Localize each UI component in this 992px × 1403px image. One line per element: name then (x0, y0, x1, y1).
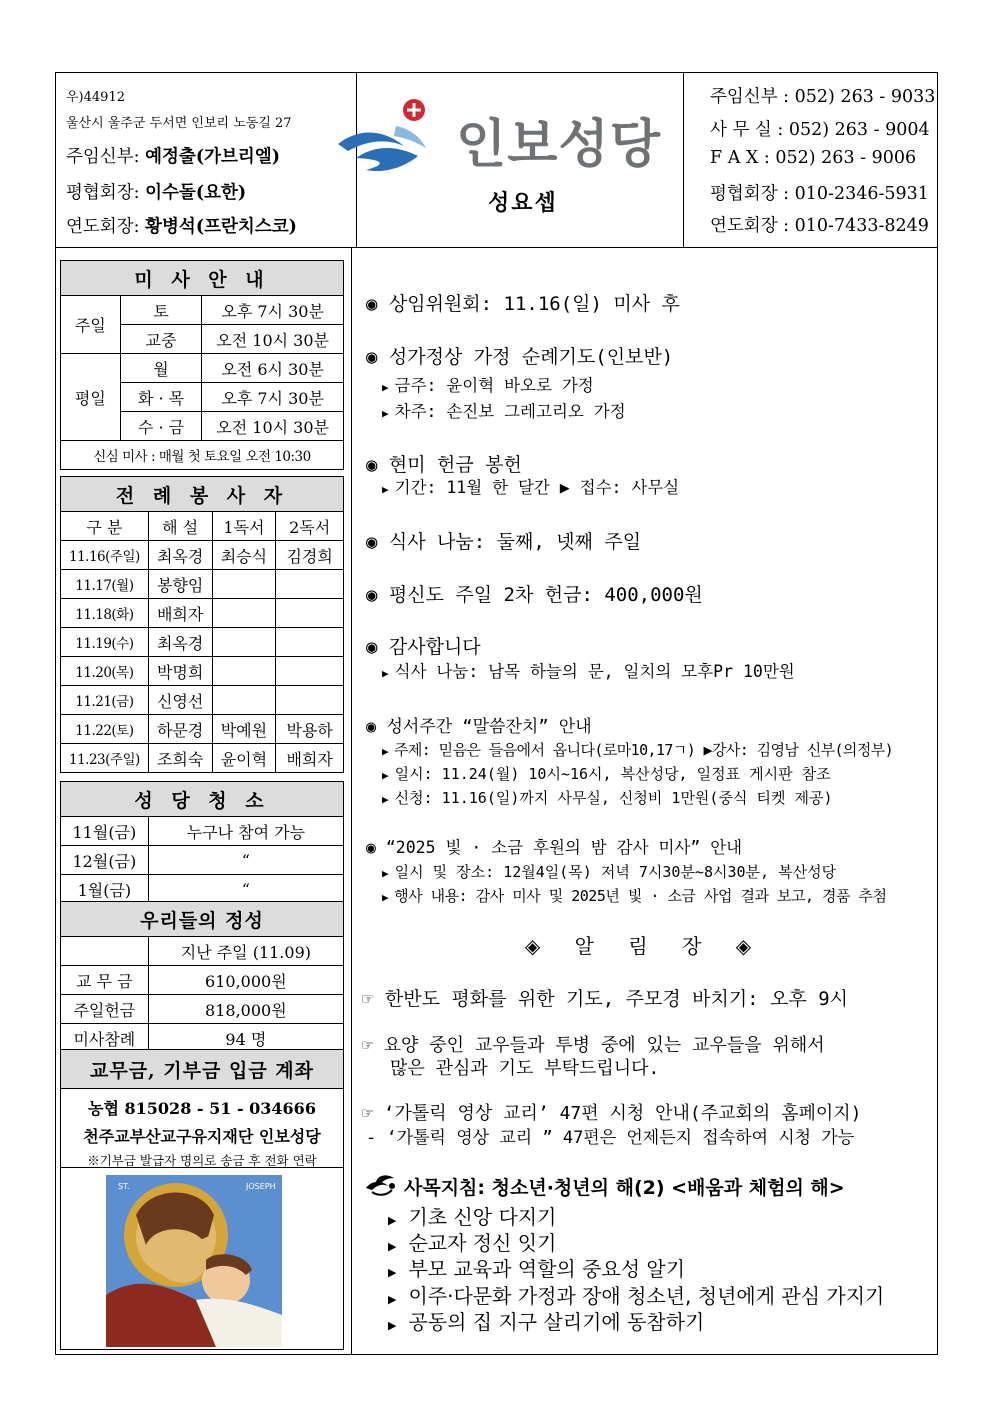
header-divider-right (683, 72, 684, 247)
cleaning-group: 누구나 참여 가능 (148, 817, 343, 846)
servers-cell: 최옥경 (148, 541, 212, 570)
notice-light-salt: ◉ “2025 빛 · 소금 후원의 밤 감사 미사” 안내 (366, 838, 743, 857)
table-row (61, 875, 344, 904)
list-item: ▶ 부모 교육과 역할의 중요성 알기 (388, 1257, 686, 1281)
pastoral-title: 사목지침: 청소년·청년의 해(2) <배움과 체험의 해> (404, 1177, 845, 1199)
list-item: ▶ 이주·다문화 가정과 장애 청소년, 청년에게 관심 가지기 (388, 1284, 885, 1308)
servers-cell (212, 570, 276, 599)
servers-cell (276, 657, 344, 686)
servers-cell: 신영선 (148, 686, 212, 715)
servers-cell: 박용하 (276, 715, 344, 744)
servers-date: 11.18(화) (61, 599, 149, 628)
servers-cell: 배희자 (148, 599, 212, 628)
servers-cell: 윤이혁 (212, 744, 276, 773)
offering-value: 94 명 (148, 1024, 343, 1053)
bulletin-subtitle: 성요셉 (488, 190, 558, 216)
account-holder: 천주교부산교구유지재단 인보성당 (83, 1127, 321, 1146)
servers-date: 11.17(월) (61, 570, 149, 599)
servers-cell (212, 686, 276, 715)
dove-icon (364, 1172, 398, 1198)
servers-cell: 조희숙 (148, 744, 212, 773)
mass-time: 오전 10시 30분 (202, 325, 344, 354)
contact-office: 사 무 실 : 052) 263 - 9004 (710, 120, 930, 140)
cleaning-month: 11월(금) (61, 817, 149, 846)
pastor-line: 주임신부: 예정출(가브리엘) (66, 147, 281, 167)
account-number: 농협 815028 - 51 - 034666 (88, 1099, 316, 1118)
offering-title: 우리들의 정성 (61, 902, 344, 937)
mass-day: 화 · 목 (120, 383, 202, 412)
mass-day: 토 (120, 296, 202, 325)
devotion-mass-note: 신심 미사 : 매월 첫 토요일 오전 10:30 (61, 441, 344, 470)
weekday-label: 평일 (61, 354, 121, 441)
servers-date: 11.20(목) (61, 657, 149, 686)
table-row (61, 817, 344, 846)
notice-committee: ◉ 상임위원회: 11.16(일) 미사 후 (366, 293, 680, 315)
svg-text:ST.: ST. (118, 1182, 130, 1191)
notice-thanks-detail: ▶ 식사 나눔: 남목 하늘의 문, 일치의 모후Pr 10만원 (382, 662, 795, 681)
notice-laity-offering: ◉ 평신도 주일 2차 헌금: 400,000원 (366, 584, 703, 606)
table-row (61, 599, 344, 628)
list-item: ▶ 기초 신앙 다지기 (388, 1205, 557, 1229)
column-divider (351, 247, 352, 1355)
offering-label: 미사참례 (61, 1024, 149, 1053)
notice-holy-family-this-week: ▶ 금주: 윤이혁 바오로 가정 (382, 376, 594, 395)
notice-bible-week: ◉ 성서주간 “말씀잔치” 안내 (366, 717, 592, 737)
notice-light-salt-program: ▶ 행사 내용: 감사 미사 및 2025년 빛 · 소금 사업 결과 보고, 경품 추첨 (382, 887, 887, 905)
servers-cell: 박명희 (148, 657, 212, 686)
servers-date: 11.22(토) (61, 715, 149, 744)
notice-thanks: ◉ 감사합니다 (366, 636, 481, 658)
contact-council: 평협회장 : 010-2346-5931 (710, 184, 929, 204)
offering-label: 주일헌금 (61, 995, 149, 1024)
mass-time: 오전 10시 30분 (202, 412, 344, 441)
board-sick-prayer-2: 많은 관심과 기도 부탁드립니다. (390, 1058, 660, 1079)
board-title: ◈ 알 림 장 ◈ (524, 934, 766, 958)
notice-meal-sharing: ◉ 식사 나눔: 둘째, 넷째 주일 (366, 531, 642, 553)
servers-cell: 하문경 (148, 715, 212, 744)
servers-header: 해 설 (148, 512, 212, 541)
servers-title: 전 례 봉 사 자 (61, 477, 344, 512)
church-address: 울산시 울주군 두서면 인보리 노동길 27 (66, 116, 292, 131)
table-row (61, 715, 344, 744)
offering-period: 지난 주일 (11.09) (148, 937, 343, 966)
cleaning-title: 성 당 청 소 (61, 782, 344, 817)
church-name: 인보성당 (456, 115, 661, 175)
list-item: ▶ 순교자 정신 잇기 (388, 1231, 557, 1255)
mass-title: 미 사 안 내 (61, 261, 344, 296)
header-bottom-rule (55, 247, 938, 248)
cleaning-month: 12월(금) (61, 846, 149, 875)
servers-header: 2독서 (276, 512, 344, 541)
contact-fax: F A X : 052) 263 - 9006 (710, 148, 917, 168)
servers-date: 11.21(금) (61, 686, 149, 715)
notice-holy-family-next-week: ▶ 차주: 손진보 그레고리오 가정 (382, 402, 626, 421)
table-row (61, 686, 344, 715)
servers-date: 11.16(주일) (61, 541, 149, 570)
servers-header: 1독서 (212, 512, 276, 541)
mass-day: 교중 (120, 325, 202, 354)
sunday-label: 주일 (61, 296, 121, 354)
board-catechism-2: - ‘가톨릭 영상 교리 ” 47편은 언제든지 접속하여 시청 가능 (366, 1128, 855, 1148)
servers-cell: 배희자 (276, 744, 344, 773)
offering-value: 610,000원 (148, 966, 343, 995)
board-sick-prayer: ☞ 요양 중인 교우들과 투병 중에 있는 교우들을 위해서 (362, 1035, 825, 1056)
servers-cell (276, 570, 344, 599)
mass-time: 오전 6시 30분 (202, 354, 344, 383)
church-logo-icon (336, 96, 436, 176)
notice-light-salt-date: ▶ 일시 및 장소: 12월4일(목) 저녁 7시30분~8시30분, 복산성당 (382, 863, 837, 881)
board-peace-prayer: ☞ 한반도 평화를 위한 기도, 주모경 바치기: 오후 9시 (362, 988, 848, 1010)
mass-time: 오후 7시 30분 (202, 296, 344, 325)
notice-holy-family: ◉ 성가정상 가정 순례기도(인보반) (366, 346, 674, 368)
notice-bible-week-theme: ▶ 주제: 믿음은 들음에서 옵니다(로마10,17ㄱ) ▶강사: 김영남 신부(의정부) (382, 741, 894, 759)
mass-time: 오후 7시 30분 (202, 383, 344, 412)
mass-schedule-table (60, 260, 344, 470)
table-row (61, 995, 344, 1024)
servers-cell (212, 657, 276, 686)
servers-cell: 봉향임 (148, 570, 212, 599)
table-row (61, 570, 344, 599)
servers-cell: 김경희 (276, 541, 344, 570)
table-row (61, 966, 344, 995)
notice-bible-week-date: ▶ 일시: 11.24(월) 10시~16시, 복산성당, 일정표 게시판 참조 (382, 765, 831, 783)
offering-label: 교 무 금 (61, 966, 149, 995)
st-joseph-icon (106, 1175, 282, 1347)
notice-rice-offering-detail: ▶ 기간: 11월 한 달간 ▶ 접수: 사무실 (382, 478, 680, 497)
servers-cell (212, 599, 276, 628)
contact-pastor: 주임신부 : 052) 263 - 9033 (710, 87, 936, 107)
account-info (60, 1090, 344, 1169)
list-item: ▶ 공동의 집 지구 살리기에 동참하기 (388, 1310, 705, 1334)
notice-rice-offering: ◉ 현미 헌금 봉헌 (366, 454, 522, 476)
servers-date: 11.23(주일) (61, 744, 149, 773)
servers-cell: 최옥경 (148, 628, 212, 657)
account-note: ※기부금 발급자 명의로 송금 후 전화 연락 (87, 1153, 317, 1168)
legion-line: 연도회장: 황병석(프란치스코) (66, 217, 297, 237)
cleaning-table (60, 781, 344, 904)
account-title-table (60, 1049, 344, 1089)
servers-date: 11.19(수) (61, 628, 149, 657)
offering-value: 818,000원 (148, 995, 343, 1024)
council-line: 평협회장: 이수돌(요한) (66, 183, 247, 203)
servers-cell (212, 628, 276, 657)
mass-day: 수 · 금 (120, 412, 202, 441)
account-title: 교무금, 기부금 입금 계좌 (61, 1050, 344, 1089)
servers-cell (276, 686, 344, 715)
mass-day: 월 (120, 354, 202, 383)
table-row (61, 628, 344, 657)
servers-header: 구 분 (61, 512, 149, 541)
servers-cell: 박예원 (212, 715, 276, 744)
offering-table (60, 901, 344, 1053)
board-catechism: ☞ ‘가톨릭 영상 교리’ 47편 시청 안내(주교회의 홈페이지) (362, 1103, 862, 1124)
table-row (61, 744, 344, 773)
table-row (61, 846, 344, 875)
table-row (61, 541, 344, 570)
cleaning-group: “ (148, 875, 343, 904)
notice-bible-week-apply: ▶ 신청: 11.16(일)까지 사무실, 신청비 1만원(중식 티켓 제공) (382, 789, 833, 807)
svg-text:JOSEPH: JOSEPH (246, 1182, 276, 1191)
table-row (61, 657, 344, 686)
servers-cell: 최승식 (212, 541, 276, 570)
servers-cell (276, 628, 344, 657)
servers-table (60, 476, 344, 773)
servers-cell (276, 599, 344, 628)
cleaning-month: 1월(금) (61, 875, 149, 904)
contact-legion: 연도회장 : 010-7433-8249 (710, 216, 929, 236)
cleaning-group: “ (148, 846, 343, 875)
postal-code: 우)44912 (66, 90, 125, 105)
